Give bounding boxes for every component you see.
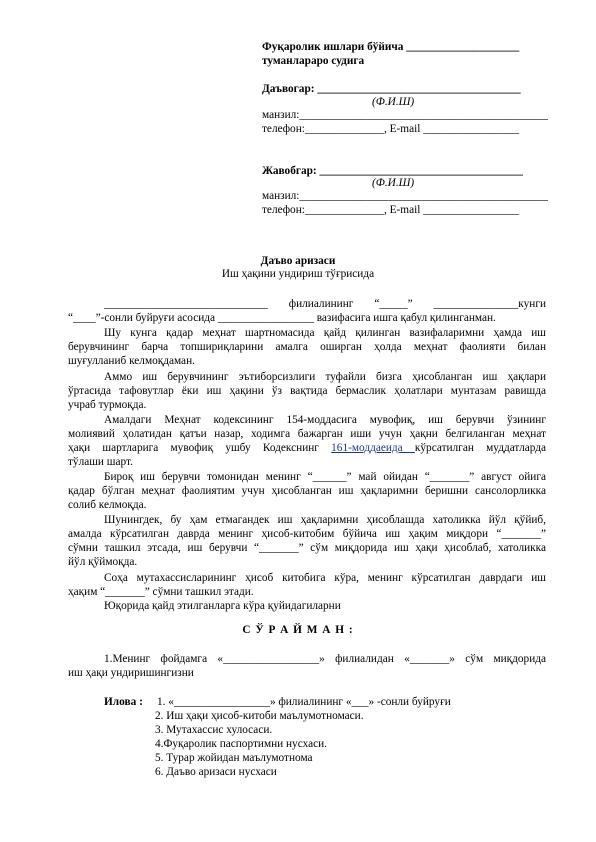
paragraph-5-line-1: Бироқ иш берувчи томонидан менинг “______” май ойидан “_______” август ойига <box>104 471 546 483</box>
plaintiff-phone: телефон:______________, E-mail _________________ <box>262 123 520 135</box>
paragraph-7-line-2: ҳақим “_______” сўмни ташкил этади. <box>68 586 254 598</box>
paragraph-5-line-2: қадар бўлган меҳнат фаолиятим учун ҳисобланган иш ҳақларимни беришни сансолорликка <box>68 485 546 497</box>
plaintiff-label: Даъвогар: ____________________________________ <box>262 83 521 95</box>
plaintiff-fio-hint: (Ф.И.Ш) <box>372 96 415 108</box>
document-title: Даъво аризаси <box>260 255 336 267</box>
attachment-item-4: 4.Фуқаролик паспортимни нусхаси. <box>155 738 327 750</box>
paragraph-1-line-2: “____”-сонли буйруғи асосида _________________ вазифасига ишга қабул қилинганман. <box>68 312 496 324</box>
paragraph-6-line-4: йўл қўймоқда. <box>68 556 138 568</box>
request-item-line-1: 1.Менинг фойдамга «_________________» филиалидан «_______» сўм миқдорида <box>104 653 546 665</box>
paragraph-2-line-2: берувчининг барча топшириқларини амалга оширган ҳолда меҳнат фаолияти билан <box>68 341 546 353</box>
request-item-line-2: иш ҳақи ундиришингизни <box>68 667 194 679</box>
code-article-link[interactable]: 161-моддаеида <box>331 442 415 454</box>
paragraph-6-line-3: сўмни ташкил этсада, иш берувчи “_______” сўм миқдорида иш ҳақи ҳисоблаб, хатоликка <box>68 542 546 554</box>
paragraph-4-line-1: Амалдаги Меҳнат кодексининг 154-моддасига мувофиқ, иш берувчи ўзининг <box>104 414 546 426</box>
paragraph-7-line-1: Соҳа мутахассисларининг ҳисоб китобига кўра, менинг кўрсатилган даврдаги иш <box>104 572 546 584</box>
paragraph-6-line-1: Шунингдек, бу ҳам етмагандек иш ҳақларимни ҳисоблашда хатоликка йўл қўйиб, <box>104 514 546 526</box>
paragraph-3-line-1: Аммо иш берувчининг эътиборсизлиги туфайли бизга ҳисобланган иш ҳақлари <box>104 371 546 383</box>
attachment-item-3: 3. Мутахассис хулосаси. <box>155 724 273 736</box>
paragraph-5-line-3: солиб келмоқда. <box>68 499 147 511</box>
paragraph-2-line-1: Шу кунга қадар меҳнат шартномасида қайд қилинган вазифаларимни ҳамда иш <box>104 327 546 339</box>
court-name-line-2: туманлараро судига <box>262 55 365 67</box>
paragraph-8: Юқорида қайд этилганларга кўра қуйидагиларни <box>104 600 341 612</box>
paragraph-4-line-4: тўлаши шарт. <box>68 456 133 468</box>
defendant-fio-hint: (Ф.И.Ш) <box>372 177 415 189</box>
attachment-item-5: 5. Турар жойидан маълумотнома <box>155 752 313 764</box>
paragraph-3-line-3: учраб турмоқда. <box>68 399 147 411</box>
paragraph-1-line-1: _____________________________ филиалининг “_____” _______________кунги <box>104 298 546 310</box>
paragraph-2-line-3: шуғулланиб келмоқдаман. <box>68 355 195 367</box>
request-heading: С Ў Р А Й М А Н : <box>242 624 354 636</box>
document-subtitle: Иш ҳақини ундириш тўғрисида <box>221 268 375 280</box>
paragraph-4-line-2: молиявий ҳолатидан қатъи назар, ходимга бажарган иши учун ҳақни белгиланган меҳнат <box>68 428 546 440</box>
plaintiff-address: манзил:____________________________________________ <box>262 109 548 121</box>
paragraph-4-line-3-end: кўрсатилган муддатларда <box>414 442 546 454</box>
court-name-line: Фуқаролик ишлари бўйича ____________________ <box>262 41 520 53</box>
defendant-label: Жавобгар: ____________________________________ <box>262 165 523 177</box>
defendant-address: манзил:____________________________________________ <box>262 190 548 202</box>
attachment-item-6: 6. Даъво аризаси нусхаси <box>155 766 277 778</box>
attachment-item-2: 2. Иш ҳақи ҳисоб-китоби маълумотномаси. <box>155 710 364 722</box>
defendant-phone: телефон:______________, E-mail _________________ <box>262 204 520 216</box>
paragraph-4-line-3 <box>68 441 546 455</box>
attachment-item-1: 1. «_________________» филиалининг «___» -сонли буйруғи <box>157 696 451 708</box>
paragraph-4-line-3-start: ҳақи шартларига мувофиқ ушбу Кодекснинг <box>68 442 332 454</box>
attachments-label: Илова : <box>104 696 143 708</box>
paragraph-3-line-2: ўртасида тафовутлар ёки иш ҳақини ўз вақтида бермаслик ҳолатлари мунтазам равишда <box>68 385 546 397</box>
paragraph-6-line-2: амалда кўрсатилган даврда менинг ҳисоб-китобим бўйича иш ҳақим миқдори “_______” <box>68 528 546 540</box>
